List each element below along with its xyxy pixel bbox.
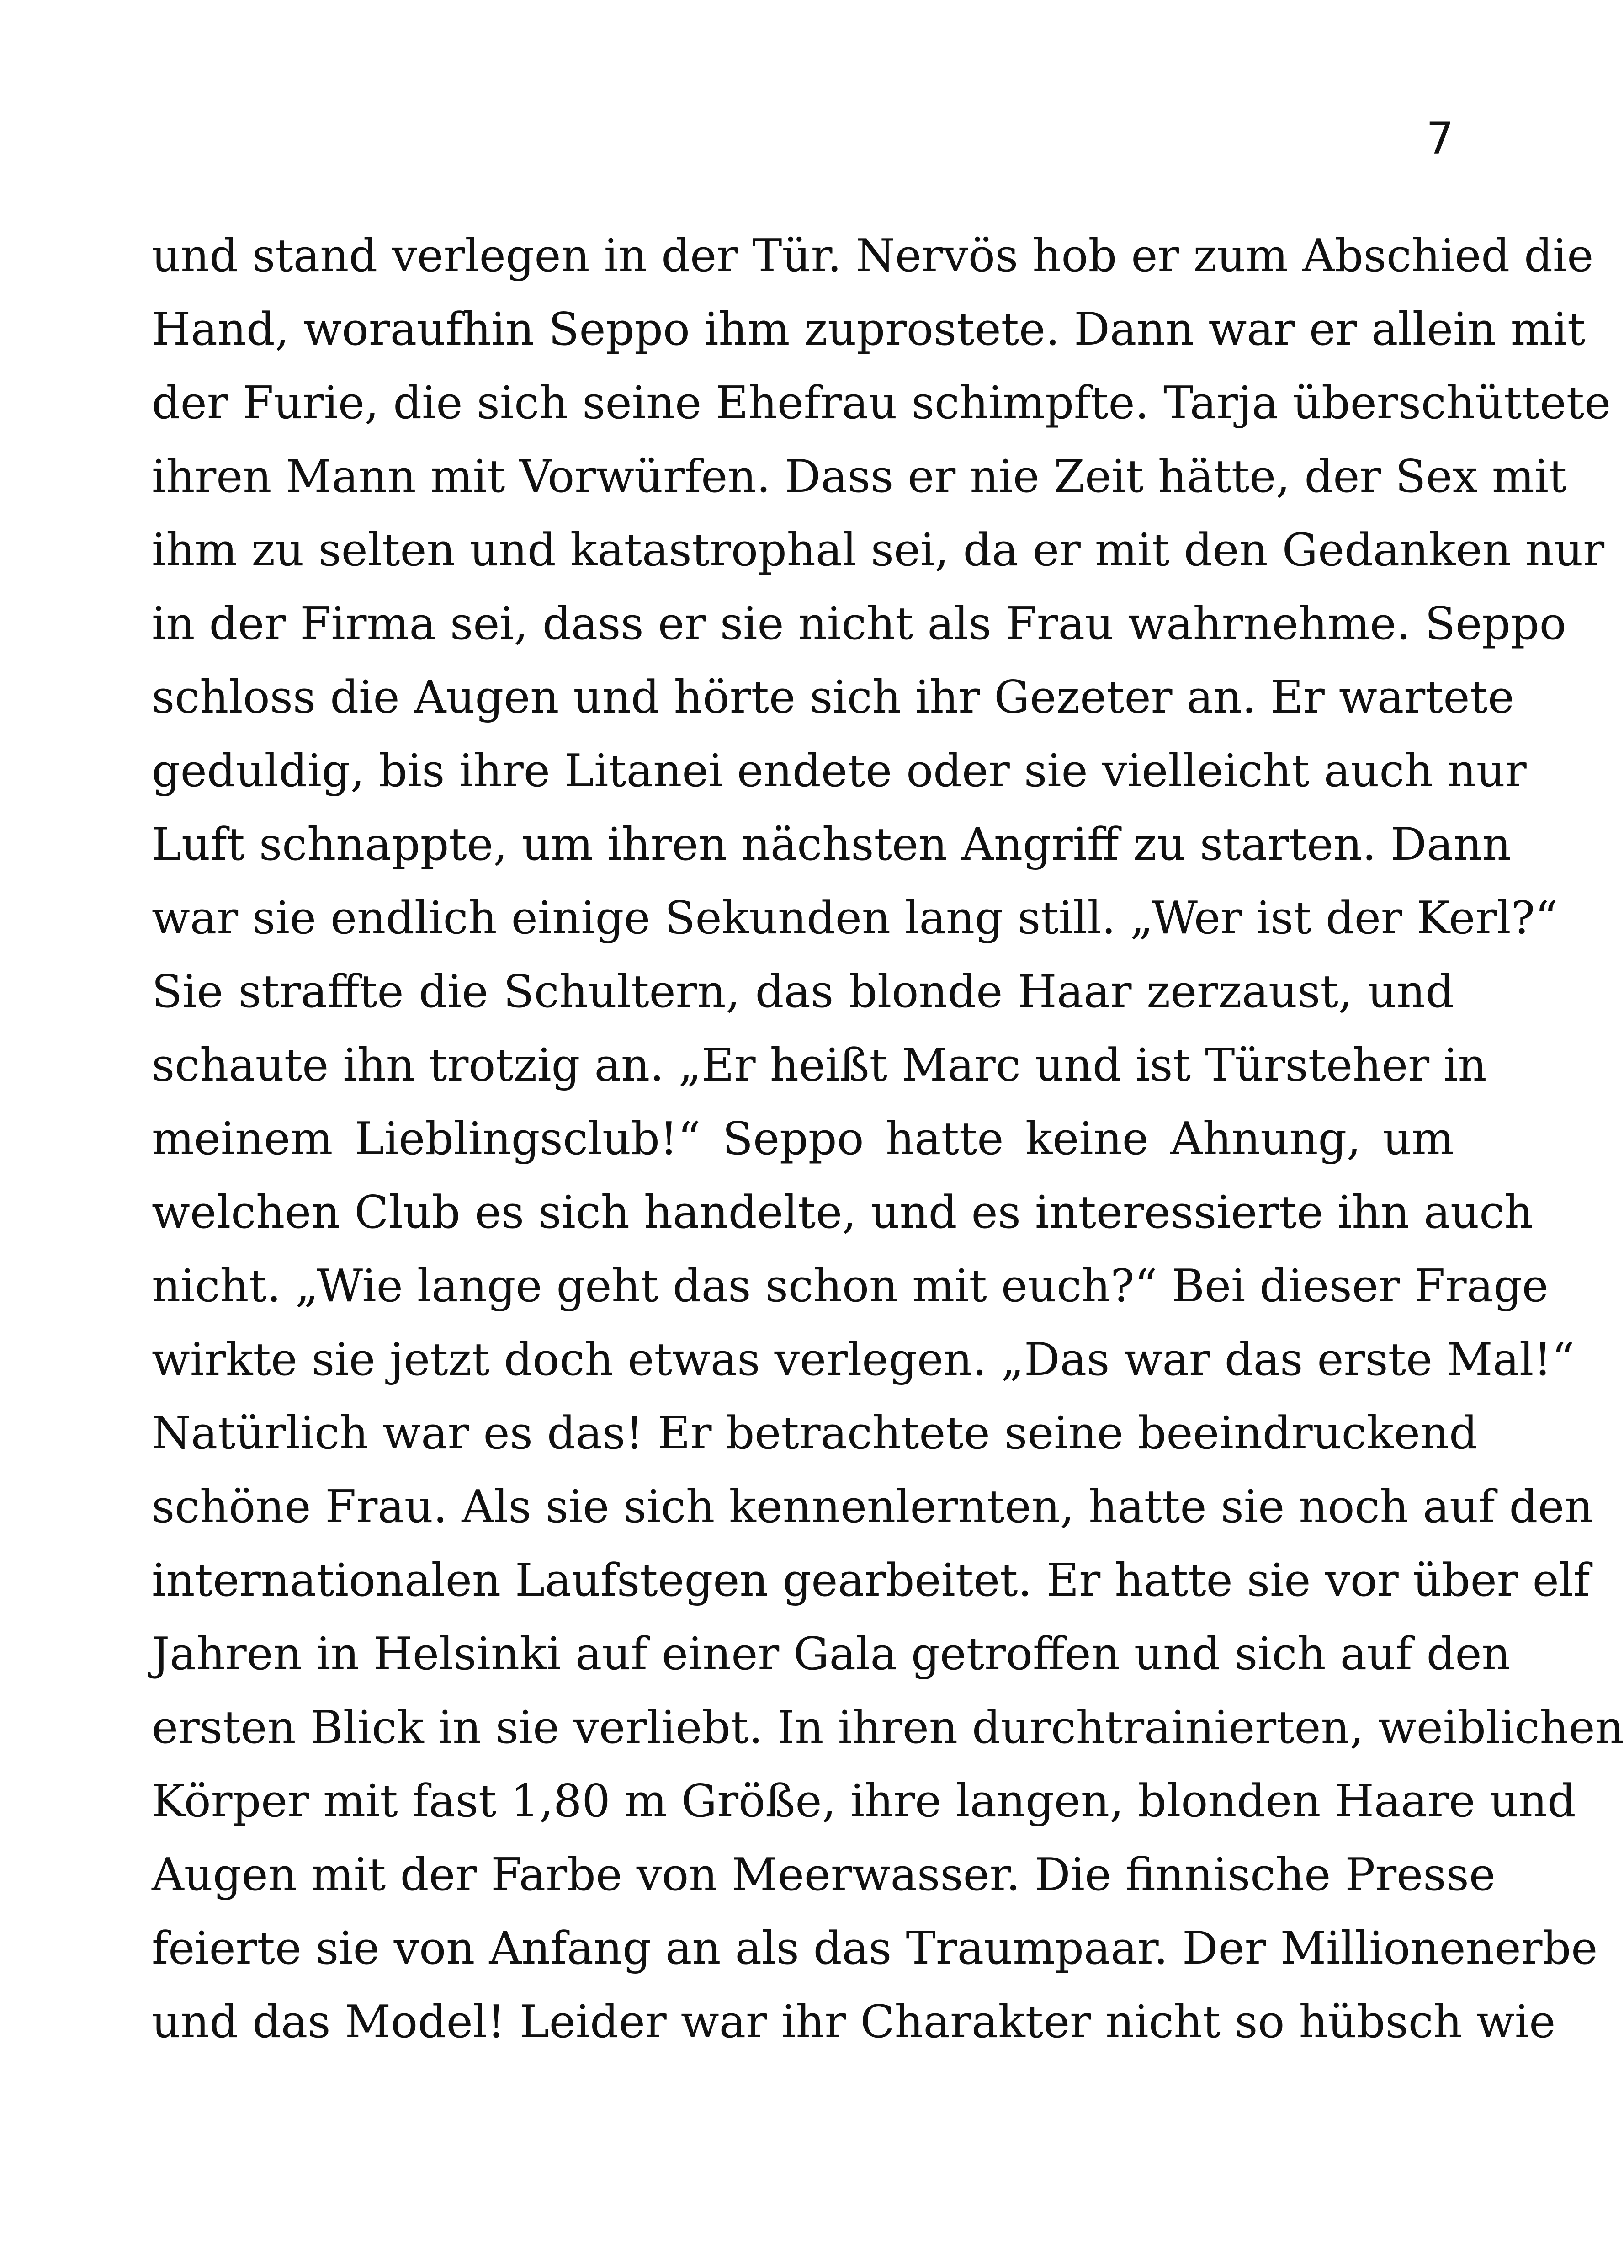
text-line: internationalen Laufstegen gearbeitet. Er hatte sie vor über elf [152, 1555, 1590, 1607]
text-line: Jahren in Helsinki auf einer Gala getroffen und sich auf den [152, 1628, 1511, 1680]
text-line: meinem Lieblingsclub!“ Seppo hatte keine Ahnung, um [152, 1113, 1454, 1165]
text-line: Hand, woraufhin Seppo ihm zuprostete. Dann war er allein mit [152, 303, 1586, 356]
text-line: Augen mit der Farbe von Meerwasser. Die finnische Presse [152, 1849, 1496, 1901]
text-line: war sie endlich einige Sekunden lang still. „Wer ist der Kerl?“ [152, 892, 1558, 944]
text-line: Luft schnappte, um ihren nächsten Angriff zu starten. Dann [152, 819, 1511, 871]
text-line: nicht. „Wie lange geht das schon mit euch?“ Bei dieser Frage [152, 1260, 1549, 1312]
text-line: schöne Frau. Als sie sich kennenlernten, hatte sie noch auf den [152, 1481, 1593, 1533]
text-line: und stand verlegen in der Tür. Nervös hob er zum Abschied die [152, 230, 1594, 282]
text-line: ersten Blick in sie verliebt. In ihren durchtrainierten, weiblichen [152, 1702, 1624, 1754]
text-line: welchen Club es sich handelte, und es interessierte ihn auch [152, 1187, 1534, 1239]
text-line: feierte sie von Anfang an als das Traumpaar. Der Millionenerbe [152, 1922, 1598, 1975]
text-line: wirkte sie jetzt doch etwas verlegen. „Das war das erste Mal!“ [152, 1334, 1575, 1386]
text-line: Sie straffte die Schultern, das blonde Haar zerzaust, und [152, 966, 1454, 1018]
text-line: der Furie, die sich seine Ehefrau schimpfte. Tarja überschüttete [152, 377, 1611, 429]
text-line: schaute ihn trotzig an. „Er heißt Marc und ist Türsteher in [152, 1039, 1487, 1091]
page-number: 7 [1426, 113, 1454, 164]
text-line: in der Firma sei, dass er sie nicht als Frau wahrnehme. Seppo [152, 598, 1566, 650]
text-line: ihren Mann mit Vorwürfen. Dass er nie Zeit hätte, der Sex mit [152, 451, 1567, 503]
text-line: schloss die Augen und hörte sich ihr Gezeter an. Er wartete [152, 671, 1514, 724]
text-line: geduldig, bis ihre Litanei endete oder sie vielleicht auch nur [152, 745, 1527, 797]
body-text [152, 219, 1624, 2059]
text-line: Natürlich war es das! Er betrachtete seine beeindruckend [152, 1407, 1478, 1459]
text-line: Körper mit fast 1,80 m Größe, ihre langen, blonden Haare und [152, 1775, 1576, 1827]
text-line: ihm zu selten und katastrophal sei, da er mit den Gedanken nur [152, 524, 1605, 576]
text-line: und das Model! Leider war ihr Charakter nicht so hübsch wie [152, 1996, 1556, 2048]
